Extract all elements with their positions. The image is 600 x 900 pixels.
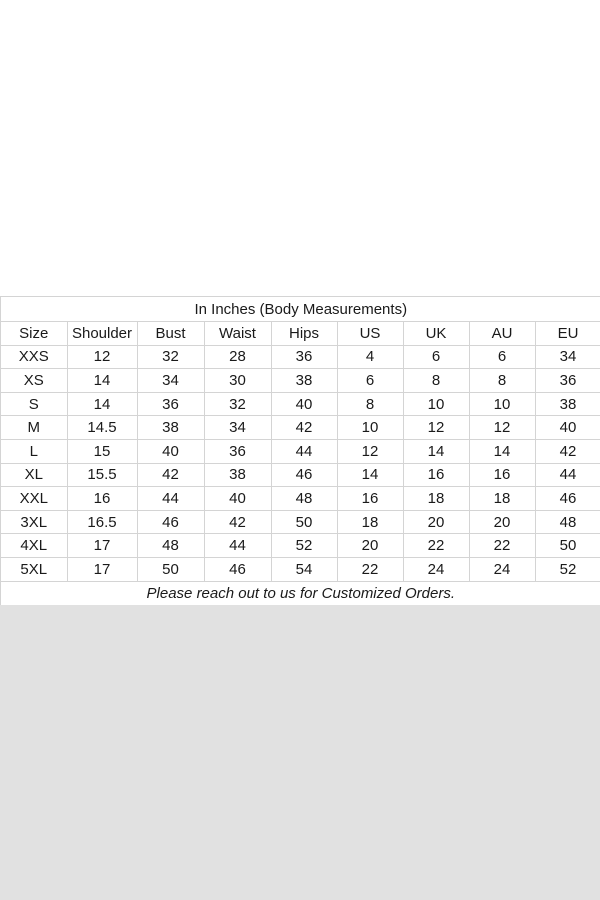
table-cell: 6: [469, 345, 535, 369]
column-header-hips: Hips: [271, 322, 337, 346]
table-cell: 17: [67, 534, 137, 558]
table-row: [1, 369, 600, 393]
table-cell: 32: [137, 345, 204, 369]
table-cell: 30: [204, 369, 271, 393]
table-cell: 16: [67, 487, 137, 511]
table-cell: 4: [337, 345, 403, 369]
table-cell: 16.5: [67, 510, 137, 534]
table-cell: 34: [204, 416, 271, 440]
table-cell: 40: [137, 439, 204, 463]
table-cell: 14: [337, 463, 403, 487]
table-cell: 22: [337, 557, 403, 581]
column-header-uk: UK: [403, 322, 469, 346]
table-cell: 52: [535, 557, 600, 581]
table-cell: 46: [535, 487, 600, 511]
table-cell: 10: [469, 392, 535, 416]
size-chart: [0, 296, 600, 605]
table-cell: 8: [469, 369, 535, 393]
column-header-size: Size: [1, 322, 67, 346]
table-cell: 52: [271, 534, 337, 558]
table-cell: 16: [469, 463, 535, 487]
table-cell: 14: [67, 369, 137, 393]
table-cell: M: [1, 416, 67, 440]
table-cell: 34: [137, 369, 204, 393]
table-cell: 44: [137, 487, 204, 511]
table-cell: 46: [137, 510, 204, 534]
table-cell: 20: [403, 510, 469, 534]
table-cell: S: [1, 392, 67, 416]
table-cell: 22: [469, 534, 535, 558]
table-cell: 50: [271, 510, 337, 534]
table-cell: 42: [204, 510, 271, 534]
table-cell: 24: [469, 557, 535, 581]
table-cell: 42: [535, 439, 600, 463]
table-cell: 42: [271, 416, 337, 440]
table-cell: 17: [67, 557, 137, 581]
table-cell: 12: [337, 439, 403, 463]
table-cell: 48: [271, 487, 337, 511]
column-header-shoulder: Shoulder: [67, 322, 137, 346]
table-cell: 12: [469, 416, 535, 440]
table-cell: 34: [535, 345, 600, 369]
table-cell: 10: [337, 416, 403, 440]
table-cell: 54: [271, 557, 337, 581]
table-cell: 38: [204, 463, 271, 487]
table-cell: 12: [67, 345, 137, 369]
table-row: [1, 510, 600, 534]
table-cell: 38: [271, 369, 337, 393]
size-chart-table: [1, 297, 600, 607]
table-cell: 50: [535, 534, 600, 558]
column-header-eu: EU: [535, 322, 600, 346]
column-header-bust: Bust: [137, 322, 204, 346]
table-cell: 14.5: [67, 416, 137, 440]
grey-bottom-area: [0, 605, 600, 900]
table-cell: 10: [403, 392, 469, 416]
table-row: [1, 487, 600, 511]
table-cell: 16: [337, 487, 403, 511]
table-row: [1, 439, 600, 463]
table-cell: 6: [337, 369, 403, 393]
table-cell: 15: [67, 439, 137, 463]
table-cell: 4XL: [1, 534, 67, 558]
table-cell: 44: [204, 534, 271, 558]
blank-top-area: [0, 0, 600, 296]
table-cell: 40: [271, 392, 337, 416]
table-cell: 40: [535, 416, 600, 440]
table-cell: 18: [403, 487, 469, 511]
title-row: [1, 297, 600, 322]
table-cell: 42: [137, 463, 204, 487]
table-row: [1, 392, 600, 416]
table-cell: 6: [403, 345, 469, 369]
table-cell: XXL: [1, 487, 67, 511]
table-cell: 14: [469, 439, 535, 463]
table-row: [1, 534, 600, 558]
table-title: In Inches (Body Measurements): [1, 297, 600, 322]
table-cell: 48: [137, 534, 204, 558]
table-row: [1, 463, 600, 487]
table-cell: 36: [535, 369, 600, 393]
table-cell: 16: [403, 463, 469, 487]
table-cell: L: [1, 439, 67, 463]
table-cell: 38: [535, 392, 600, 416]
table-cell: 28: [204, 345, 271, 369]
table-cell: 14: [403, 439, 469, 463]
table-cell: 14: [67, 392, 137, 416]
column-header-us: US: [337, 322, 403, 346]
table-cell: 44: [535, 463, 600, 487]
table-row: [1, 345, 600, 369]
table-cell: XS: [1, 369, 67, 393]
table-row: [1, 557, 600, 581]
table-cell: 38: [137, 416, 204, 440]
column-header-waist: Waist: [204, 322, 271, 346]
table-cell: 15.5: [67, 463, 137, 487]
table-cell: 46: [204, 557, 271, 581]
table-cell: 22: [403, 534, 469, 558]
table-cell: 20: [337, 534, 403, 558]
table-cell: 8: [337, 392, 403, 416]
column-header-au: AU: [469, 322, 535, 346]
footer-row: [1, 581, 600, 606]
table-cell: 18: [337, 510, 403, 534]
table-cell: 12: [403, 416, 469, 440]
table-cell: XL: [1, 463, 67, 487]
table-cell: 36: [137, 392, 204, 416]
table-cell: 5XL: [1, 557, 67, 581]
table-cell: 44: [271, 439, 337, 463]
table-cell: XXS: [1, 345, 67, 369]
table-cell: 20: [469, 510, 535, 534]
table-cell: 18: [469, 487, 535, 511]
table-cell: 46: [271, 463, 337, 487]
table-cell: 24: [403, 557, 469, 581]
table-cell: 48: [535, 510, 600, 534]
table-cell: 32: [204, 392, 271, 416]
header-row: [1, 322, 600, 346]
table-cell: 3XL: [1, 510, 67, 534]
table-cell: 36: [204, 439, 271, 463]
customized-orders-note: Please reach out to us for Customized Orders.: [1, 581, 600, 606]
table-cell: 36: [271, 345, 337, 369]
table-cell: 50: [137, 557, 204, 581]
table-row: [1, 416, 600, 440]
table-cell: 40: [204, 487, 271, 511]
table-cell: 8: [403, 369, 469, 393]
